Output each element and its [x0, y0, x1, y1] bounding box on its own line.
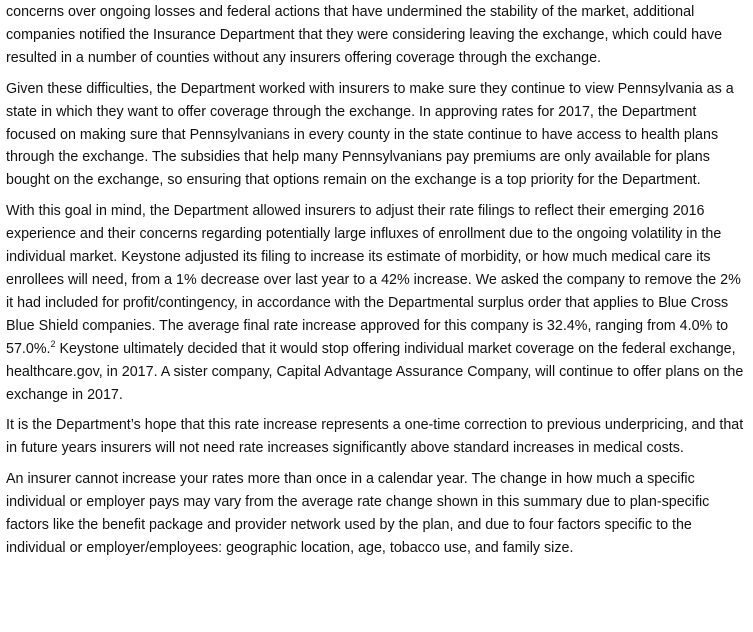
- paragraph-text-part: Keystone ultimately decided that it would stop offering individual market coverage on the federal exchange, healthcare.gov, in 2017. A sister company, Capital Advantage Assurance Company, will continue to offer plans on the exchange in 2017.: [6, 340, 744, 403]
- paragraph-rate-change-factors: An insurer cannot increase your rates more than once in a calendar year. The change in how much a specific individual or employer pays may vary from the average rate change shown in this summary due to plan-specific factors like the benefit package and provider network used by the plan, and due to four factors specific to the individual or employer/employees: geographic location, age, tobacco use, and family size.: [6, 471, 710, 556]
- paragraph-exchange-concerns: concerns over ongoing losses and federal actions that have undermined the stability of the market, additional companies notified the Insurance Department that they were considering leaving the exchange, which could have resulted in a number of counties without any insurers offering coverage through the exchange.: [6, 4, 723, 66]
- paragraph-keystone-rate-filing: [6, 200, 748, 406]
- paragraph-department-efforts: Given these difficulties, the Department worked with insurers to make sure they continue to view Pennsylvania as a state in which they want to offer coverage through the exchange. In approving rates for 2017, the Department focused on making sure that Pennsylvanians in every county in the state continue to have access to health plans through the exchange. The subsidies that help many Pennsylvanians pay premiums are only available for plans bought on the exchange, so ensuring that options remain on the exchange is a top priority for the Department.: [6, 80, 734, 189]
- paragraph-text-part: With this goal in mind, the Department allowed insurers to adjust their rate filings to reflect their emerging 2016 experience and their concerns regarding potentially large influxes of enrollment due to the ongoing volatility in the individual market. Keystone adjusted its filing to increase its estimate of morbidity, or how much medical care its enrollees will need, from a 1% decrease over last year to a 42% increase. We asked the company to remove the 2% it had included for profit/contingency, in accordance with the Departmental surplus order that applies to Blue Cross Blue Shield companies. The average final rate increase approved for this company is 32.4%, ranging from 4.0% to 57.0%.: [6, 203, 741, 357]
- document-body: [6, 1, 748, 568]
- footnote-reference: 2: [50, 338, 56, 349]
- paragraph-department-hope: It is the Department’s hope that this rate increase represents a one-time correction to previous underpricing, and that in future years insurers will not need rate increases significantly above standard increases in medical costs.: [6, 417, 744, 457]
